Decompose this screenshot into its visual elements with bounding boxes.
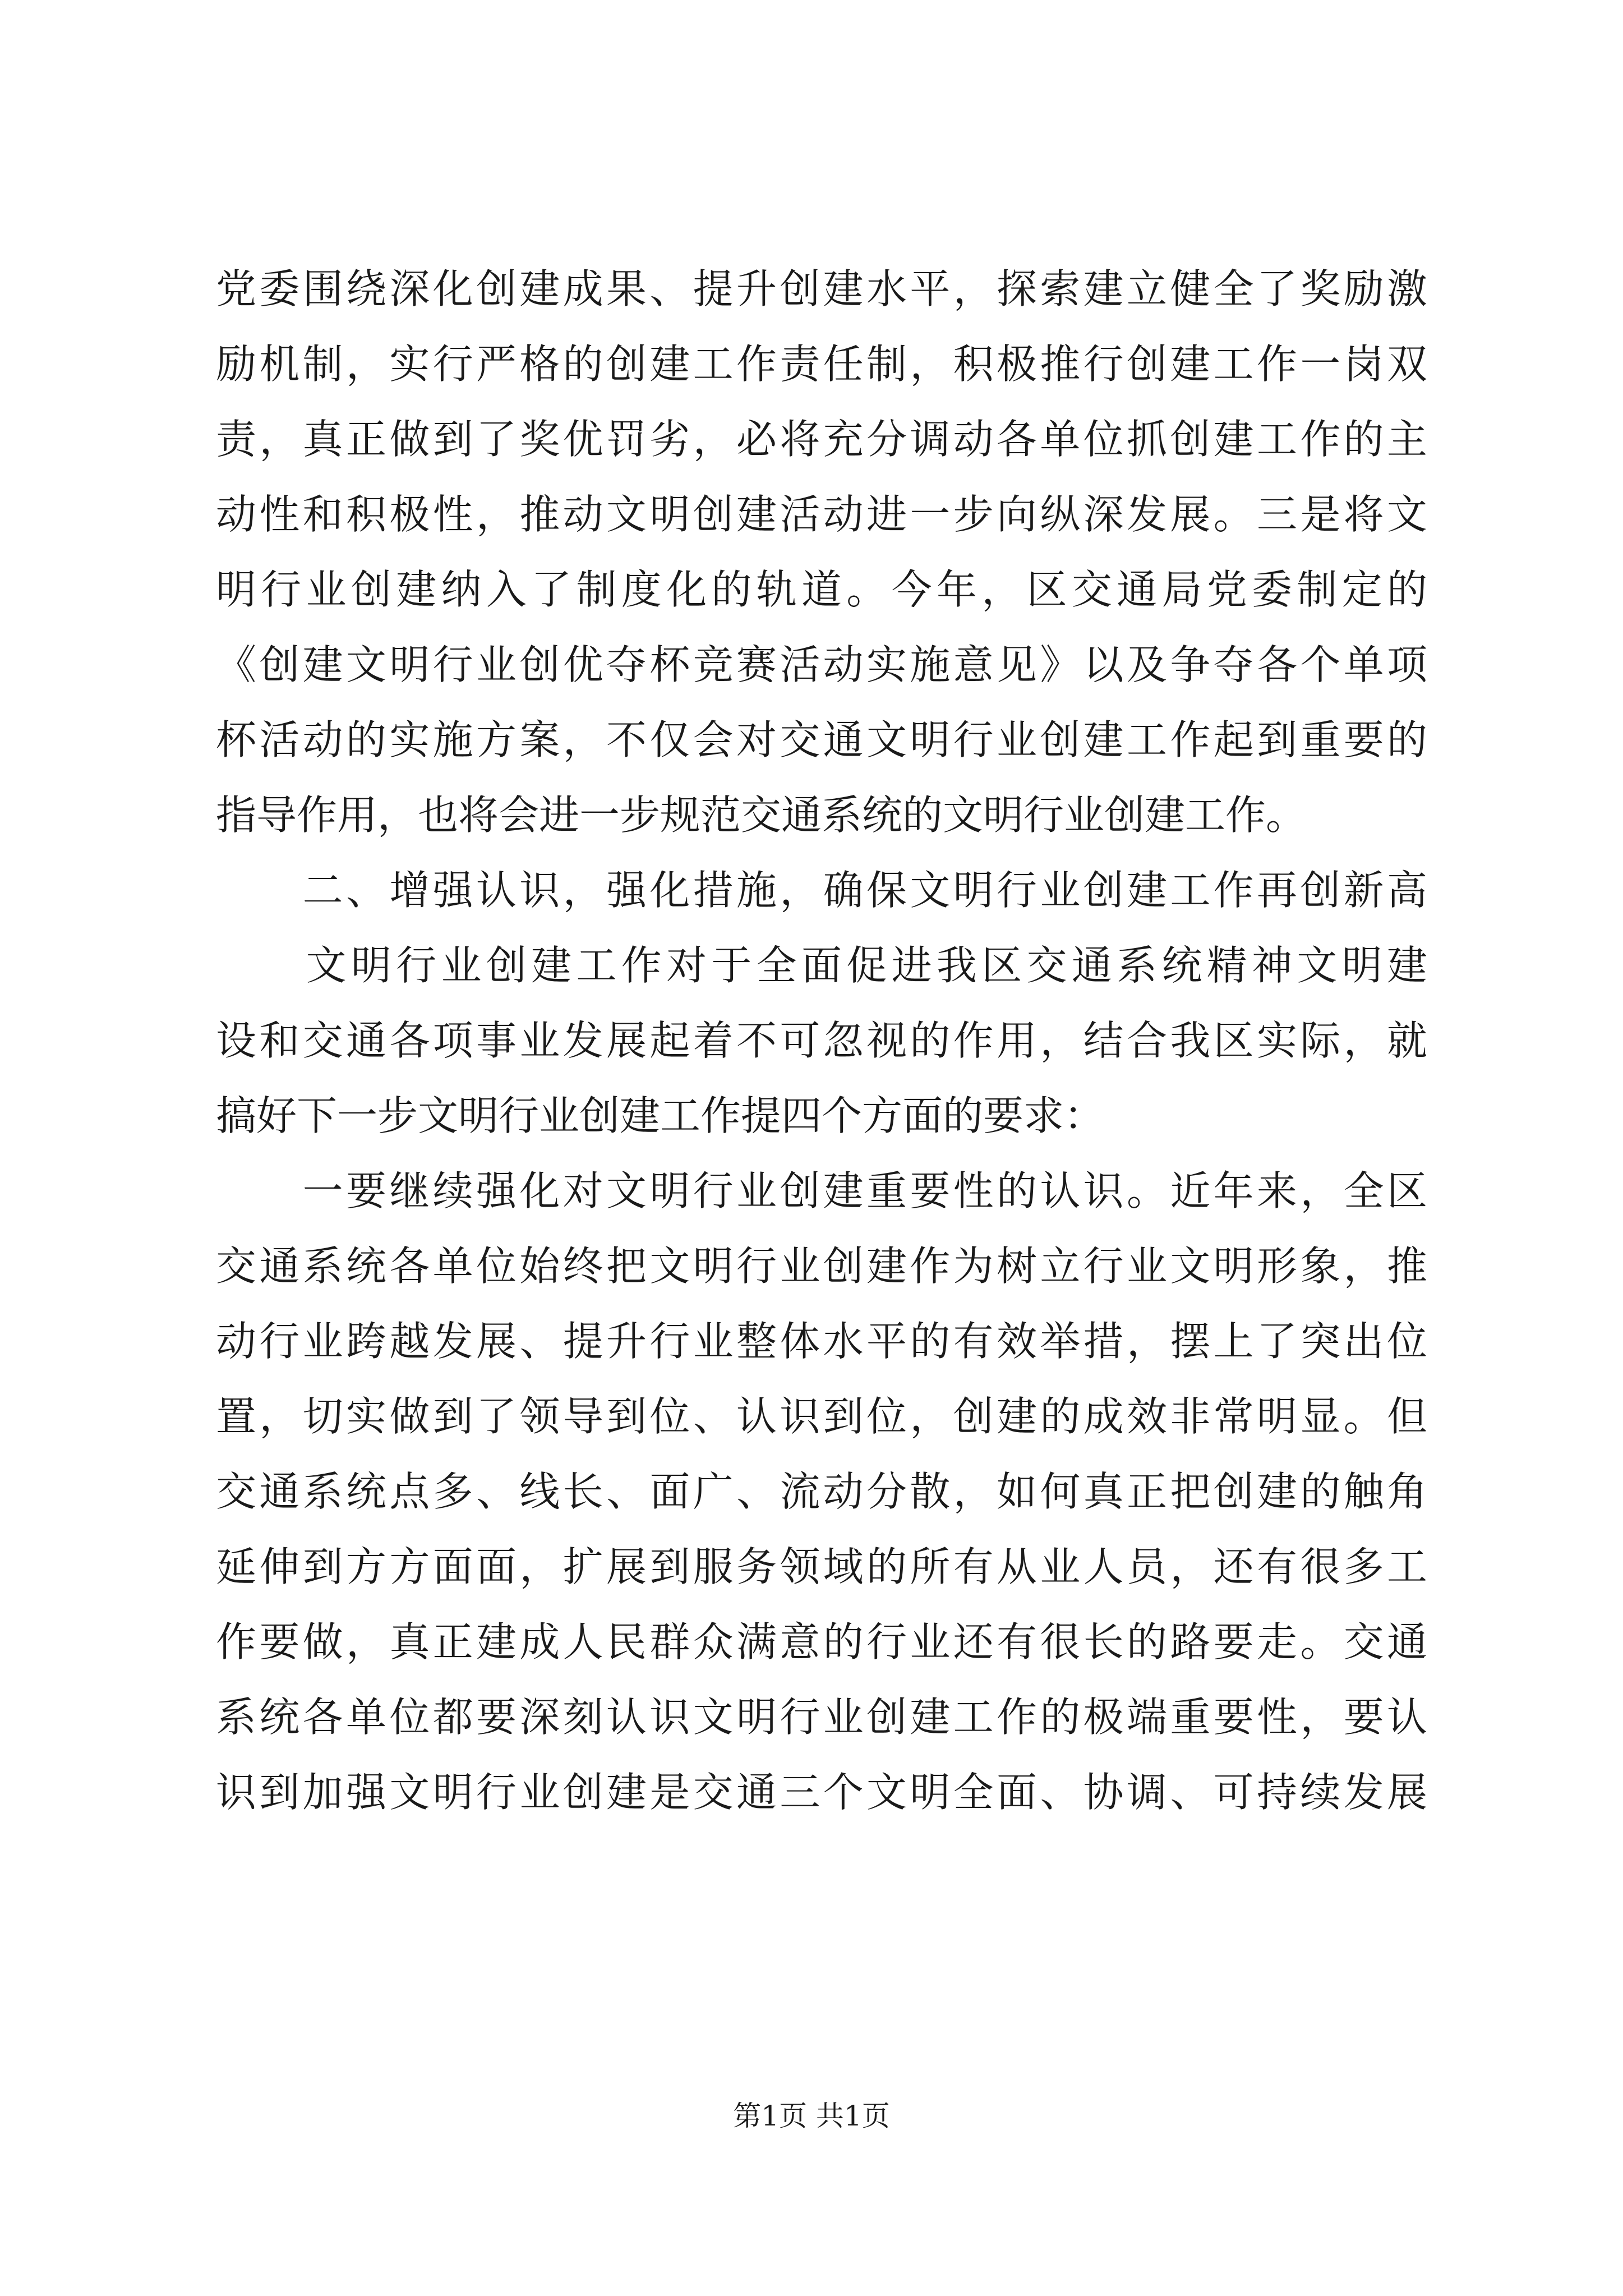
paragraph-line: 党委围绕深化创建成果、提升创建水平，探索建立健全了奖励激 [216,265,1427,312]
paragraph-line: 置，切实做到了领导到位、认识到位，创建的成效非常明显。但 [216,1393,1427,1440]
paragraph-line: 文明行业创建工作对于全面促进我区交通系统精神文明建 [216,942,1427,989]
paragraph-line: 设和交通各项事业发展起着不可忽视的作用，结合我区实际，就 [216,1017,1427,1064]
paragraph-line: 作要做，真正建成人民群众满意的行业还有很长的路要走。交通 [216,1618,1427,1665]
paragraph-line: 搞好下一步文明行业创建工作提四个方面的要求： [216,1092,1105,1139]
paragraph-line: 杯活动的实施方案，不仅会对交通文明行业创建工作起到重要的 [216,716,1427,763]
section-heading: 二、增强认识，强化措施，确保文明行业创建工作再创新高 [216,867,1427,914]
paragraph-line: 励机制，实行严格的创建工作责任制，积极推行创建工作一岗双 [216,341,1427,388]
paragraph-line: 交通系统点多、线长、面广、流动分散，如何真正把创建的触角 [216,1468,1427,1515]
paragraph-line: 动性和积极性，推动文明创建活动进一步向纵深发展。三是将文 [216,491,1427,538]
paragraph-line: 交通系统各单位始终把文明行业创建作为树立行业文明形象，推 [216,1243,1427,1290]
paragraph-line: 延伸到方方面面，扩展到服务领域的所有从业人员，还有很多工 [216,1543,1427,1590]
paragraph-line: 指导作用，也将会进一步规范交通系统的文明行业创建工作。 [216,792,1307,839]
paragraph-line: 责，真正做到了奖优罚劣，必将充分调动各单位抓创建工作的主 [216,416,1427,463]
paragraph-line: 系统各单位都要深刻认识文明行业创建工作的极端重要性，要认 [216,1694,1427,1741]
paragraph-line: 动行业跨越发展、提升行业整体水平的有效举措，摆上了突出位 [216,1318,1427,1365]
paragraph-line: 一要继续强化对文明行业创建重要性的认识。近年来，全区 [216,1167,1427,1214]
paragraph-line: 明行业创建纳入了制度化的轨道。今年，区交通局党委制定的 [216,566,1427,613]
paragraph-line: 《创建文明行业创优夺杯竞赛活动实施意见》以及争夺各个单项 [216,641,1427,688]
page-footer: 第1页 共1页 [733,2100,890,2132]
paragraph-line: 识到加强文明行业创建是交通三个文明全面、协调、可持续发展 [216,1769,1427,1816]
document-body [216,251,1427,1830]
